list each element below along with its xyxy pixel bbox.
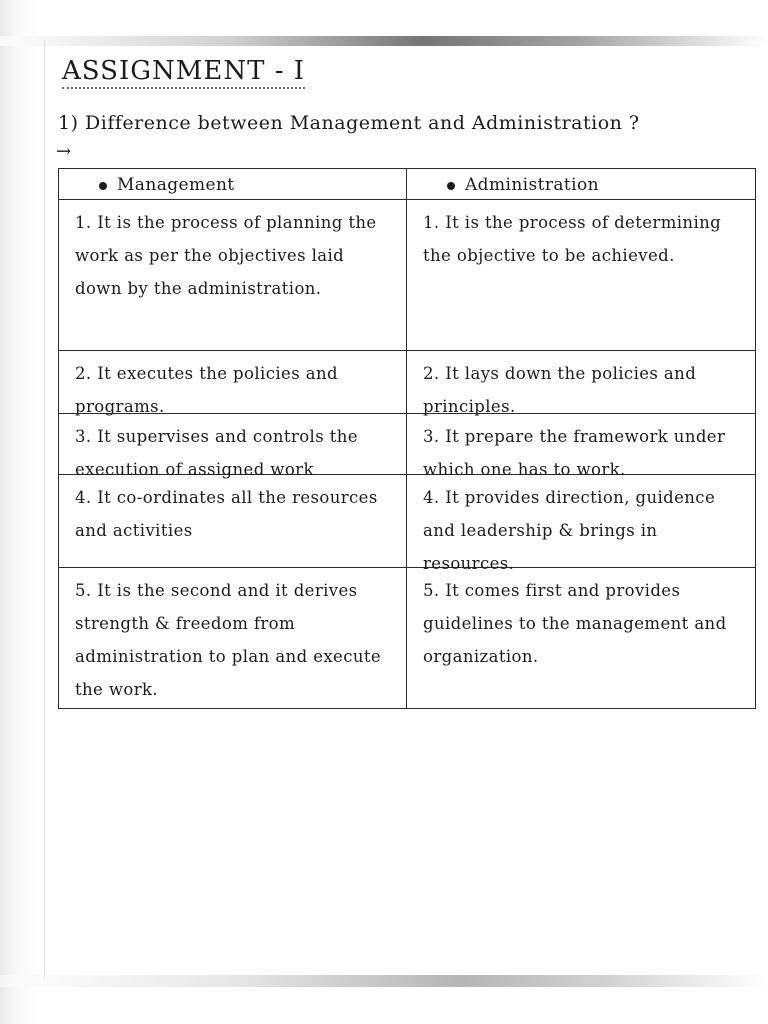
question-text: 1) Difference between Management and Administration ? bbox=[58, 112, 640, 134]
table-row bbox=[59, 475, 755, 573]
header-administration: Administration bbox=[407, 169, 753, 199]
header-management: Management bbox=[59, 169, 407, 199]
table-row bbox=[59, 414, 755, 479]
assignment-title: ASSIGNMENT - I bbox=[62, 56, 305, 89]
table-row bbox=[59, 200, 755, 351]
management-cell: 4. It co-ordinates all the resources and activities bbox=[59, 475, 407, 567]
management-cell: 3. It supervises and controls the execution of assigned work bbox=[59, 414, 407, 474]
management-cell: 5. It is the second and it derives strength & freedom from administration to plan and execute the work. bbox=[59, 568, 407, 708]
margin-line bbox=[44, 40, 45, 980]
administration-cell: 2. It lays down the policies and principles. bbox=[423, 364, 697, 416]
management-cell: 1. It is the process of planning the work as per the objectives laid down by the administration. bbox=[59, 200, 407, 350]
comparison-table bbox=[58, 168, 756, 709]
table-row bbox=[59, 568, 755, 708]
table-header-row bbox=[59, 169, 755, 200]
bullet-icon bbox=[447, 182, 455, 190]
administration-cell: 3. It prepare the framework under which one has to work. bbox=[423, 427, 726, 479]
page-bottom-edge bbox=[0, 975, 768, 987]
bullet-icon bbox=[99, 182, 107, 190]
table-row bbox=[59, 351, 755, 414]
administration-cell: 1. It is the process of determining the objective to be achieved. bbox=[423, 213, 722, 265]
administration-cell: 4. It provides direction, guidence and leadership & brings in resources. bbox=[423, 488, 716, 573]
arrow-icon: → bbox=[56, 141, 72, 162]
management-cell: 2. It executes the policies and programs. bbox=[59, 351, 407, 413]
page-top-edge bbox=[0, 36, 768, 46]
administration-cell: 5. It comes first and provides guidelines to the management and organization. bbox=[423, 581, 727, 666]
